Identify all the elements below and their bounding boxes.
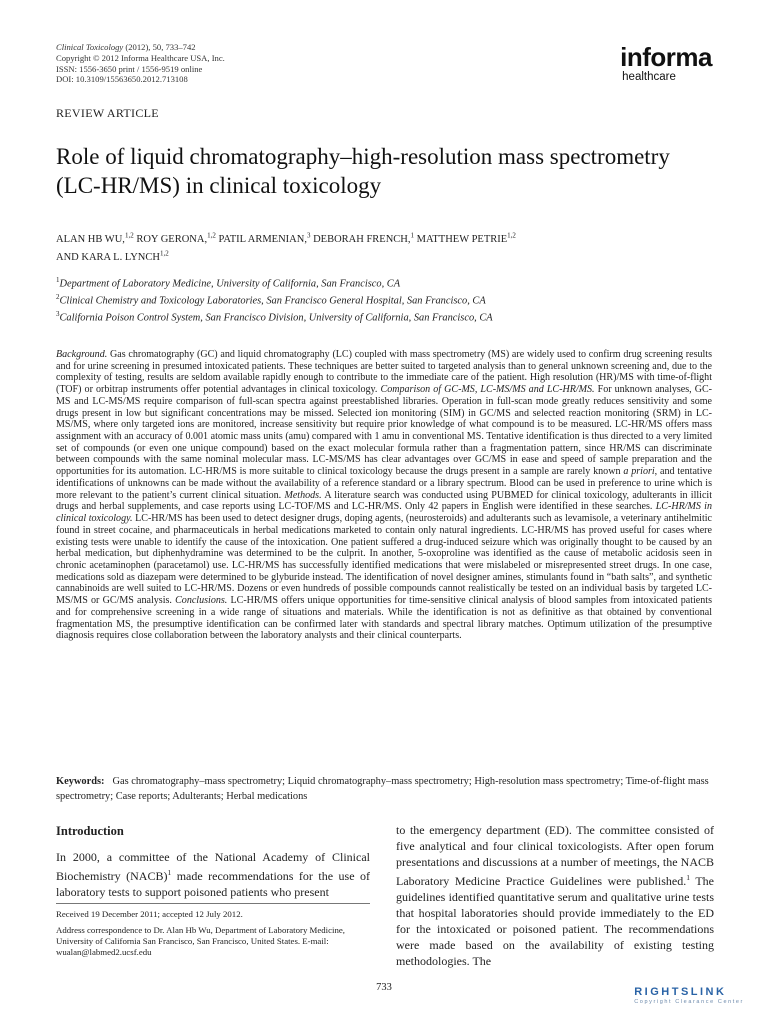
keywords (56, 774, 716, 804)
keywords-label: Keywords: (56, 776, 105, 787)
abstract-conclusions-label: Conclusions. (175, 595, 228, 607)
correspondence-address: Address correspondence to Dr. Alan Hb Wu, Department of Laboratory Medicine, University of California San Francisco, San Francisco, United States. E-mail: wualan@labmed2.ucsf.edu (56, 925, 345, 957)
keywords-text: Gas chromatography–mass spectrometry; Liquid chromatography–mass spectrometry; High-resolution mass spectrometry; Time-of-flight mass spectrometry; Case reports; Adulterants; Herbal medications (56, 776, 709, 802)
author: MATTHEW PETRIE$^{1,2}$ (416, 231, 516, 245)
rightslink-sub: Copyright Clearance Center (634, 999, 744, 1005)
abstract-comparison-label: Comparison of GC-MS, LC-MS/MS and LC-HR/MS. (380, 384, 595, 396)
informa-logo (620, 44, 712, 84)
footnote (56, 909, 370, 963)
copyright-line: Copyright © 2012 Informa Healthcare USA, Inc. (56, 52, 225, 63)
journal-citation: Clinical Toxicology (2012), 50, 733–742 (56, 42, 196, 52)
intro-paragraph: In 2000, a committee of the National Academy of Clinical Biochemistry (NACB)$^1$ made recommendations for the use of laboratory tests to support poisoned patients who present (56, 850, 370, 899)
affiliation: $^3$California Poison Control System, San Francisco Division, University of California, San Francisco, CA (56, 309, 493, 324)
author-list (56, 228, 716, 265)
affiliation: $^2$Clinical Chemistry and Toxicology Laboratories, San Francisco General Hospital, San Francisco, CA (56, 292, 486, 307)
author: AND KARA L. LYNCH$^{1,2}$ (56, 249, 169, 263)
doi-line: DOI: 10.3109/15563650.2012.713108 (56, 74, 188, 85)
intro-heading: Introduction (56, 824, 124, 838)
abstract-lchr-label: LC-HR/MS in clinical toxicology. (56, 501, 712, 525)
rightslink-brand: RIGHTSLINK (634, 986, 727, 998)
journal-header (56, 42, 225, 85)
page-number: 733 (376, 982, 392, 993)
intro-column-left (56, 824, 370, 900)
issn-line: ISSN: 1556-3650 print / 1556-9519 online (56, 63, 203, 74)
article-title: Role of liquid chromatography–high-resolution mass spectrometry (LC-HR/MS) in clinical toxicology (56, 144, 670, 198)
affiliation-list (56, 274, 716, 325)
affiliation: $^1$Department of Laboratory Medicine, University of California, San Francisco, CA (56, 276, 401, 290)
rightslink-logo (634, 986, 744, 1006)
intro-column-right (396, 822, 714, 969)
author: PATIL ARMENIAN,$^3$ (218, 231, 311, 245)
received-dates: Received 19 December 2011; accepted 12 July 2012. (56, 909, 243, 919)
author: DEBORAH FRENCH,$^1$ (313, 231, 415, 245)
author: ROY GERONA,$^{1,2}$ (136, 231, 216, 245)
footnote-rule (56, 903, 370, 904)
logo-brand: informa (620, 42, 712, 72)
logo-sub: healthcare (622, 71, 676, 83)
abstract-background-label: Background. (56, 349, 108, 360)
author: ALAN HB WU,$^{1,2}$ (56, 231, 134, 245)
article-type: REVIEW ARTICLE (56, 106, 159, 120)
abstract-methods-label: Methods. (284, 489, 322, 501)
abstract: Background. Gas chromatography (GC) and liquid chromatography (LC) coupled with mass spectrometry (MS) are widely used to confirm drug screening results and for urine screening in presumed intoxicated patients. These techniques are better suited to targeted analysis than to general unknown screening and, due to the complexity of testing, results are seldom available rapidly enough to contribute to the immediate care of the patient. High resolution (HR)/MS with time-of-flight (TOF) or orbitrap instruments offer potential advantages in clinical toxicology. Comparison of GC-MS, LC-MS/MS and LC-HR/MS. For unknown analyses, GC-MS and LC-MS/MS require comparison of full-scan spectra against preestablished libraries. Operation in full-scan mode greatly reduces sensitivity and some drugs present in low but significant concentrations may be missed. Selected ion monitoring (SIM) in GC/MS and selected reaction monitoring (SRM) in LC-MS/MS, where only targeted ions are monitored, increase sensitivity but require prior knowledge of what compound is to be measured. LC-HR/MS offers mass assignment with an accuracy of 0.001 atomic mass units (amu) compared with 1 amu in conventional MS. Tentative identification is thus directed to a very limited set of compounds (or even one unique compound) based on the exact molecular formula rather than a fragmentation pattern, since HR/MS can discriminate between compounds with the same nominal molecular mass. LC-MS/MS has clear advantages over GC/MS in ease and speed of sample preparation and the opportunities for its automation. LC-HR/MS is more suitable to clinical toxicology because the drugs present in a sample are rarely known a priori, and tentative identifications of unknowns can be made without the availability of a reference standard or a library spectrum. Blood can be used in preference to urine which is more relevant to the patient’s current clinical situation. Methods. A literature search was conducted using PUBMED for clinical toxicology, adulterants in illicit drugs and herbal supplements, and case reports using LC-TOF/MS and LC-HR/MS. Only 42 papers in English were identified in these searches. LC-HR/MS in clinical toxicology. LC-HR/MS has been used to detect designer drugs, doping agents, (neurosteroids) and adulterants such as levamisole, a veterinary antihelmitic found in street cocaine, and pharmaceuticals in herbal medications marketed to contain only natural ingredients. LC-HR/MS has proved useful for cases where existing tests were unable to identify the cause of the intoxication. One patient suffered a drug-induced seizure which was originally thought to be caused by an herbal medication, but diphenhydramine was determined to be the culprit. In another, 5-oxoproline was identified as the cause of metabolic acidosis seen in chronic acetaminophen (paracetamol) use. LC-HR/MS has successfully identified medications that were mislabeled or misrepresented street drugs. In one case, medications sold as diazepam were determined to be glyburide instead. The identification of novel designer amines, stimulants found in “bath salts”, and synthetic cannabinoids are well suited to LC-HR/MS. Dozens or even hundreds of possible compounds cannot realistically be tested on an individual basis by targeted LC-MS/MS or GC/MS analysis. Conclusions. LC-HR/MS offers unique opportunities for time-sensitive clinical analysis of blood samples from intoxicated patients and for comprehensive screening in a wide range of situations and materials. While the identification is not as definitive as that obtained by conventional fragmentation MS, the presumptive identification can be confirmed later with standards and spectral library matches. Optimum utilization of the presumptive diagnosis requires close collaboration between the laboratory analysts and their clinical counterparts. (56, 349, 712, 642)
intro-paragraph-continued: to the emergency department (ED). The committee consisted of five analytical and four clinical toxicologists. After open forum presentations and discussions at a number of meetings, the NACB Laboratory Medicine Practice Guidelines were published.$^1$ The guidelines identified quantitative serum and qualitative urine tests that hospital laboratories should provide immediately to the ED for the intoxicated or poisoned patient. The recommendations were made based on the availability of existing testing methodologies. The (396, 823, 714, 968)
